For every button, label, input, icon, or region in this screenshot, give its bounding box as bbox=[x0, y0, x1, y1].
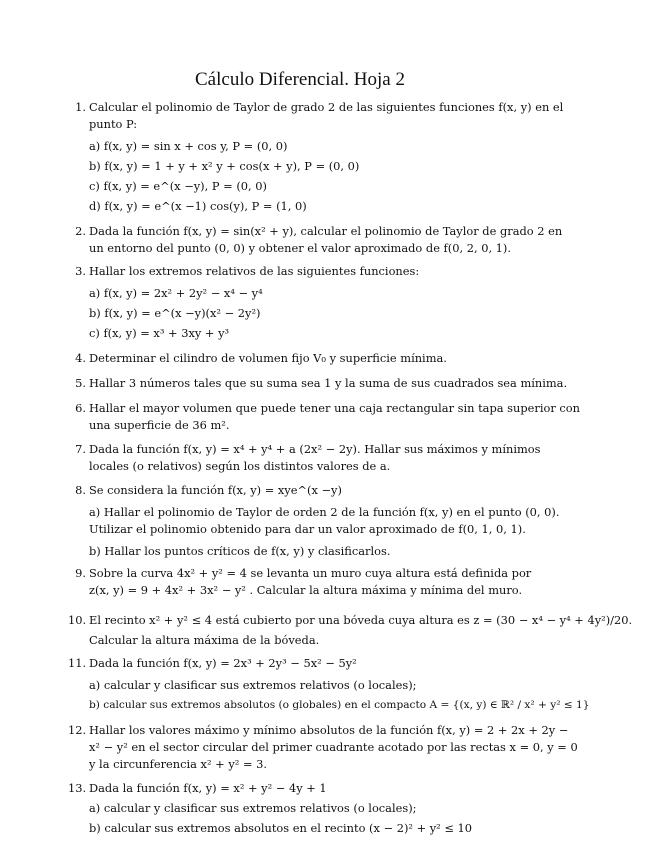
problem-text-line: Dada la función f(x, y) = 2x³ + 2y³ − 5x² − 5y² bbox=[89, 656, 357, 670]
problem-text-line: Se considera la función f(x, y) = xye^(x −y) bbox=[89, 483, 342, 497]
problem-7 bbox=[68, 441, 598, 475]
problem-text-line: Hallar el mayor volumen que puede tener una caja rectangular sin tapa superior con bbox=[89, 401, 580, 415]
problem-number: 7. bbox=[75, 442, 86, 456]
problem-text-line: una superficie de 36 m². bbox=[89, 418, 230, 432]
problem-number: 11. bbox=[68, 656, 87, 670]
problem-text-line: y la circunferencia x² + y² = 3. bbox=[89, 757, 267, 771]
problem-number: 10. bbox=[68, 613, 87, 627]
sub-item: b) f(x, y) = e^(x −y)(x² − 2y²) bbox=[89, 306, 261, 320]
problem-number: 3. bbox=[75, 264, 86, 278]
problem-text-line: punto P: bbox=[89, 117, 138, 131]
sub-item: b) calcular sus extremos absolutos en el recinto (x − 2)² + y² ≤ 10 bbox=[89, 821, 473, 835]
sub-item: b) Hallar los puntos críticos de f(x, y) y clasificarlos. bbox=[89, 544, 391, 558]
sub-item: a) calcular y clasificar sus extremos relativos (o locales); bbox=[89, 678, 417, 692]
problem-5 bbox=[68, 375, 598, 392]
problem-text-line: un entorno del punto (0, 0) y obtener el valor aproximado de f(0, 2, 0, 1). bbox=[89, 241, 511, 255]
sub-item: d) f(x, y) = e^(x −1) cos(y), P = (1, 0) bbox=[89, 199, 307, 213]
problem-text-line: Calcular el polinomio de Taylor de grado 2 de las siguientes funciones f(x, y) en el bbox=[89, 100, 564, 114]
problem-text-line: Dada la función f(x, y) = x⁴ + y⁴ + a (2x² − 2y). Hallar sus máximos y mínimos bbox=[89, 442, 541, 456]
problem-text-line: Dada la función f(x, y) = x² + y² − 4y + 1 bbox=[89, 781, 327, 795]
problem-number: 9. bbox=[75, 566, 86, 580]
sub-item: Utilizar el polinomio obtenido para dar un valor aproximado de f(0, 1, 0, 1). bbox=[89, 522, 526, 536]
problem-text-line: Dada la función f(x, y) = sin(x² + y), calcular el polinomio de Taylor de grado 2 en bbox=[89, 224, 563, 238]
problem-9 bbox=[68, 565, 598, 599]
problem-text-line: Sobre la curva 4x² + y² = 4 se levanta un muro cuya altura está definida por bbox=[89, 566, 532, 580]
sub-item: b) f(x, y) = 1 + y + x² y + cos(x + y), P = (0, 0) bbox=[89, 159, 360, 173]
page-title: Cálculo Diferencial. Hoja 2 bbox=[195, 69, 405, 90]
problem-text-line: x² − y² en el sector circular del primer cuadrante acotado por las rectas x = 0, y = 0 bbox=[89, 740, 578, 754]
sub-item: c) f(x, y) = x³ + 3xy + y³ bbox=[89, 326, 230, 340]
sub-item: a) calcular y clasificar sus extremos relativos (o locales); bbox=[89, 801, 417, 815]
problem-11 bbox=[68, 655, 603, 714]
sub-item: a) f(x, y) = sin x + cos y, P = (0, 0) bbox=[89, 139, 288, 153]
problem-number: 1. bbox=[75, 100, 86, 114]
problem-text-line: El recinto x² + y² ≤ 4 está cubierto por una bóveda cuya altura es z = (30 − x⁴ − y⁴ + 4y²)/20. bbox=[89, 613, 633, 627]
problem-6 bbox=[68, 400, 598, 434]
sub-item: a) Hallar el polinomio de Taylor de orden 2 de la función f(x, y) en el punto (0, 0). bbox=[89, 505, 560, 519]
problem-2 bbox=[68, 223, 598, 257]
problem-8 bbox=[68, 482, 598, 560]
sub-item: c) f(x, y) = e^(x −y), P = (0, 0) bbox=[89, 179, 267, 193]
sub-item: b) calcular sus extremos absolutos (o globales) en el compacto A = {(x, y) ∈ ℝ² / x² + y² ≤ 1} bbox=[89, 699, 590, 711]
problem-number: 4. bbox=[75, 351, 86, 365]
problem-10 bbox=[68, 612, 633, 649]
problem-number: 6. bbox=[75, 401, 86, 415]
sub-item: a) f(x, y) = 2x² + 2y² − x⁴ − y⁴ bbox=[89, 286, 263, 300]
problem-number: 12. bbox=[68, 723, 87, 737]
problem-text-line: locales (o relativos) según los distintos valores de a. bbox=[89, 459, 391, 473]
problem-text-line: z(x, y) = 9 + 4x² + 3x² − y² . Calcular la altura máxima y mínima del muro. bbox=[89, 583, 523, 597]
problem-text-line: Hallar los valores máximo y mínimo absolutos de la función f(x, y) = 2 + 2x + 2y − bbox=[89, 723, 569, 737]
problem-number: 5. bbox=[75, 376, 86, 390]
problem-text-line: Hallar 3 números tales que su suma sea 1 y la suma de sus cuadrados sea mínima. bbox=[89, 376, 568, 390]
problem-3 bbox=[68, 263, 598, 342]
problem-text-line: Determinar el cilindro de volumen fijo V₀ y superficie mínima. bbox=[89, 351, 447, 365]
problem-4 bbox=[68, 350, 598, 367]
problem-1 bbox=[68, 99, 598, 215]
problem-13 bbox=[68, 780, 598, 837]
problem-text-line: Calcular la altura máxima de la bóveda. bbox=[89, 633, 320, 647]
problem-12 bbox=[68, 722, 598, 773]
problem-text-line: Hallar los extremos relativos de las siguientes funciones: bbox=[89, 264, 420, 278]
problem-number: 2. bbox=[75, 224, 86, 238]
problem-number: 13. bbox=[68, 781, 87, 795]
problem-number: 8. bbox=[75, 483, 86, 497]
